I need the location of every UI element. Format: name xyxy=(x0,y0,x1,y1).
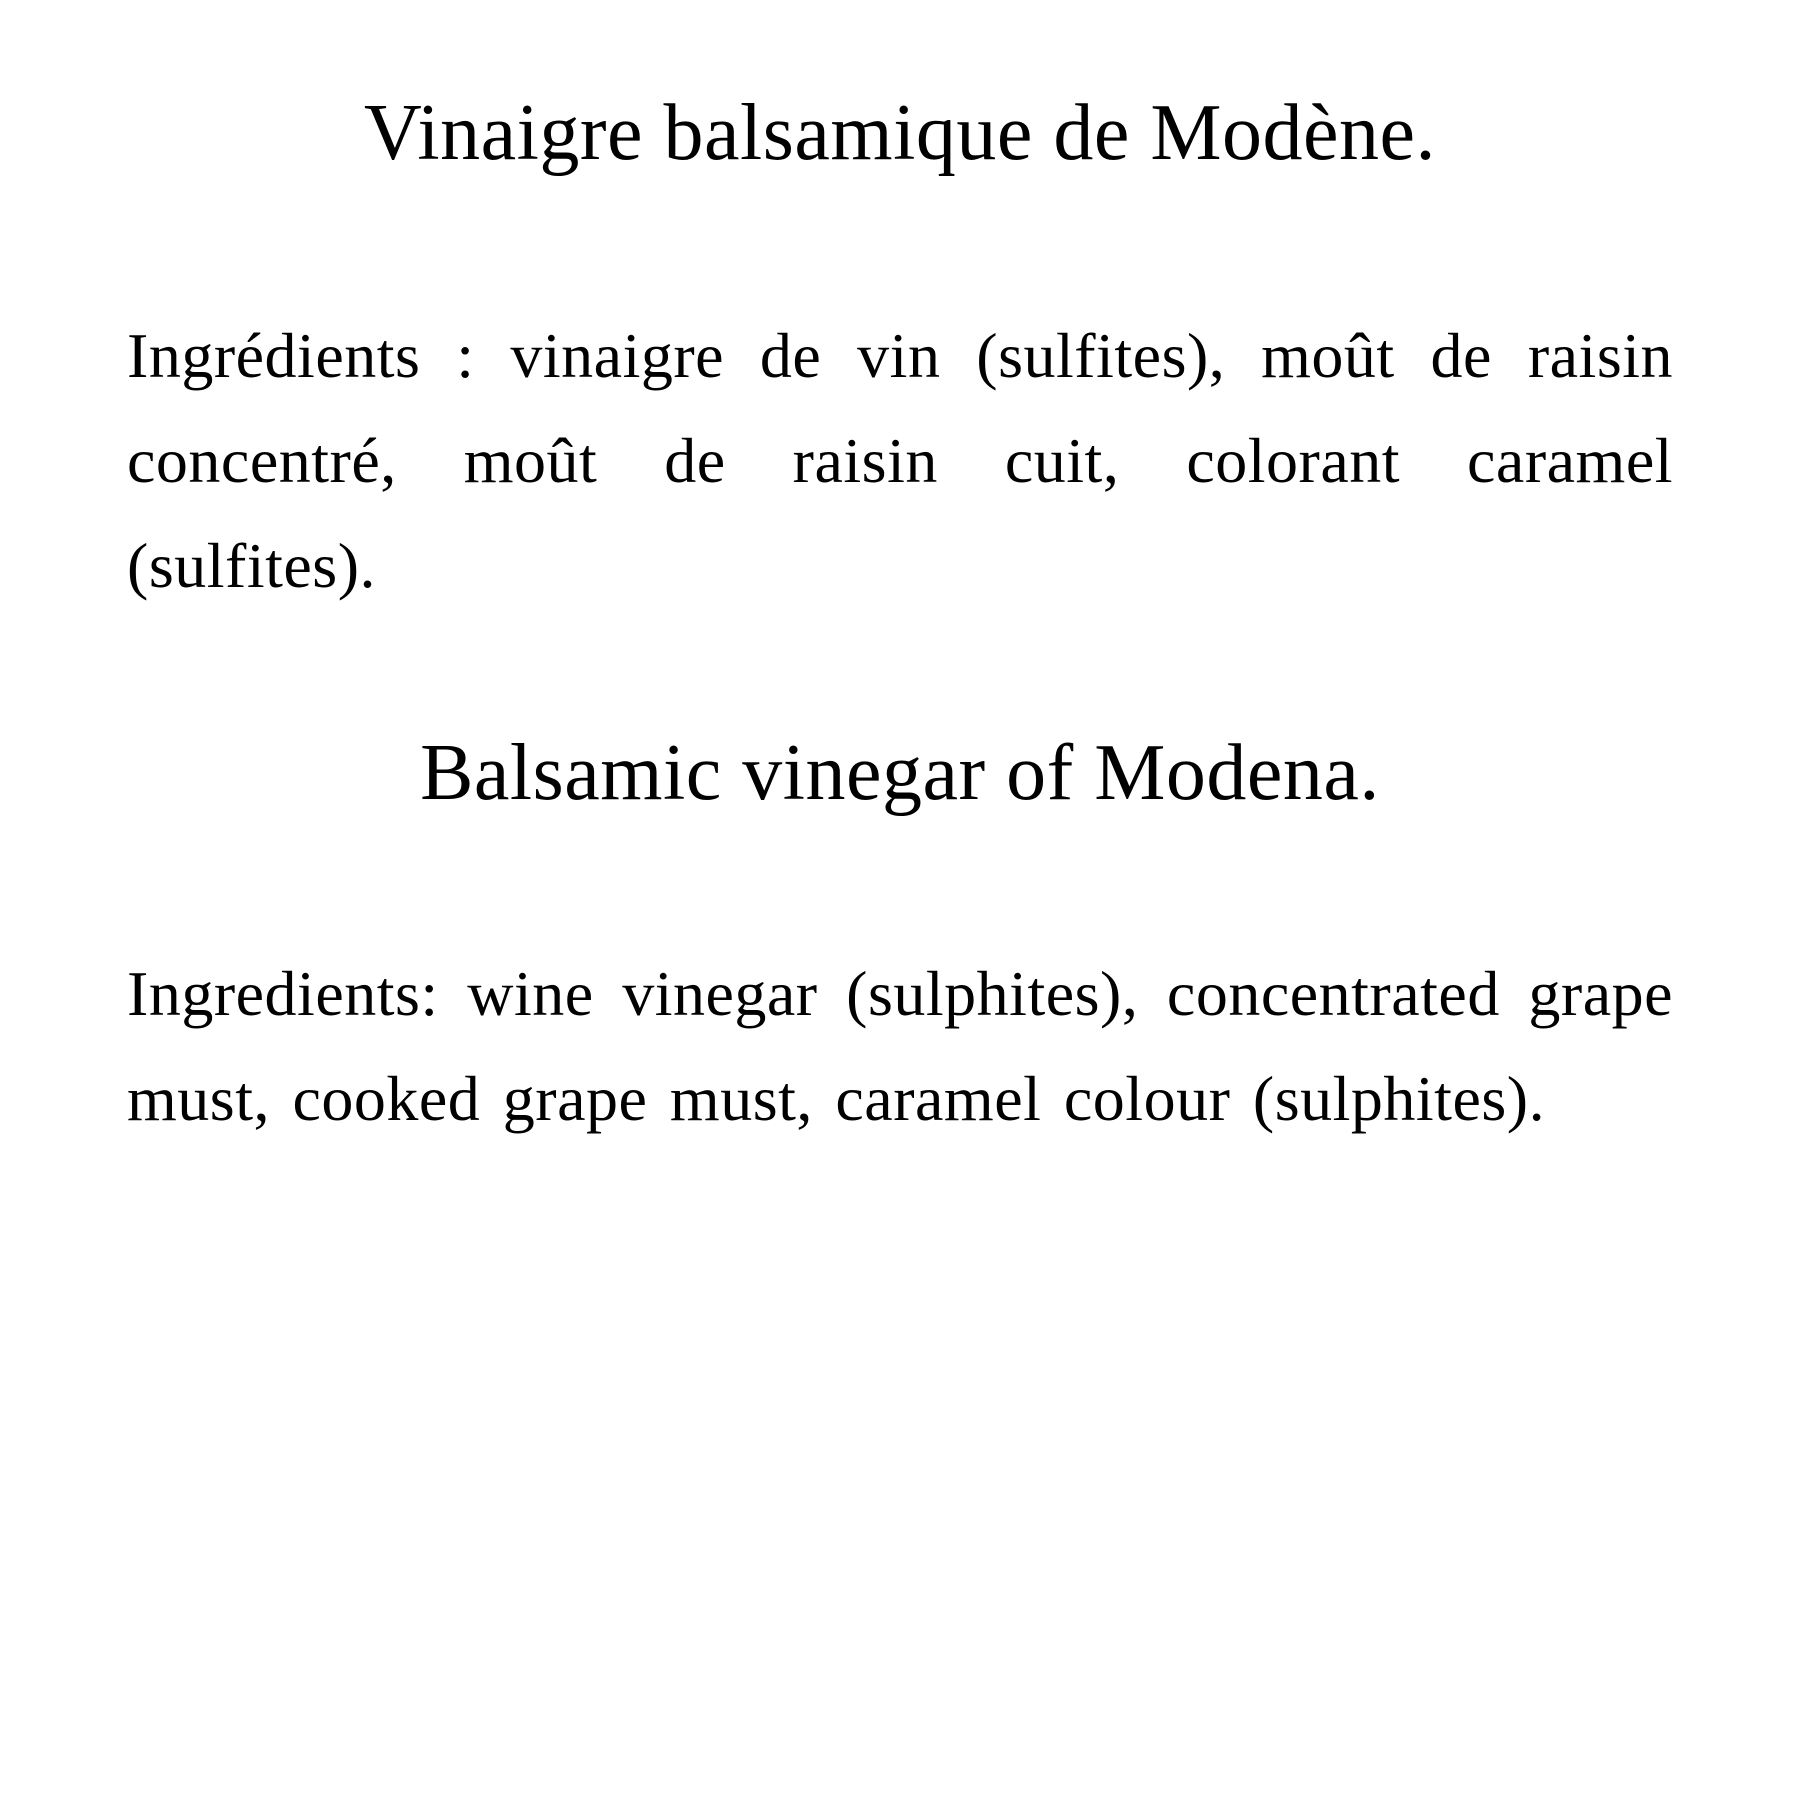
english-title: Balsamic vinegar of Modena. xyxy=(420,729,1380,817)
french-title: Vinaigre balsamique de Modène. xyxy=(363,89,1437,177)
english-ingredients-text: Ingredients: wine vinegar (sulphites), concentrated grape must, cooked grape must, caramel colour (sulphites). xyxy=(127,958,1673,1134)
french-ingredients-text: Ingrédients : vinaigre de vin (sulfites), moût de raisin concentré, moût de raisin cuit, colorant caramel (sulfites). xyxy=(127,320,1673,601)
